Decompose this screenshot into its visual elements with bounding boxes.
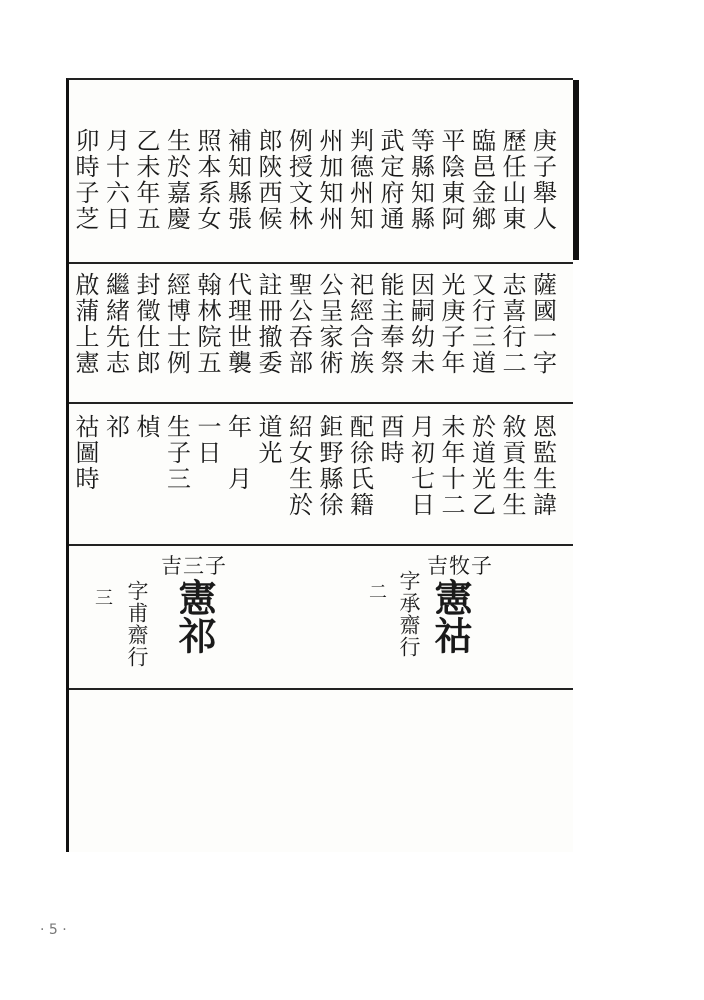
text-column: 生子三 — [162, 414, 191, 492]
text-column: 等縣知縣 — [406, 128, 435, 232]
text-column: 祜圖時 — [71, 414, 99, 492]
text-column: 註冊撤委 — [254, 272, 282, 376]
page-number: · 5 · — [40, 922, 67, 938]
text-column: 配徐氏籍 — [345, 414, 374, 518]
text-column: 生於嘉慶 — [162, 128, 191, 232]
text-column: 平陰東阿 — [437, 128, 465, 232]
text-column: 例授文林 — [284, 128, 313, 232]
text-column: 繼緒先志 — [101, 272, 130, 376]
text-column: 祁 — [101, 414, 130, 440]
text-column: 卯時子芝 — [71, 128, 99, 232]
text-column: 月初七日 — [406, 414, 435, 518]
text-column: 酉時 — [376, 414, 404, 466]
section-divider — [69, 688, 573, 690]
text-column: 代理世襲 — [223, 272, 252, 376]
text-column: 鉅野縣徐 — [315, 414, 343, 518]
text-column: 道光 — [254, 414, 282, 466]
text-column: 恩監生諱 — [528, 414, 557, 518]
son-2-name: 憲祁 — [172, 578, 217, 654]
text-column: 公呈家術 — [315, 272, 343, 376]
text-column: 翰林院五 — [193, 272, 221, 376]
section-divider — [69, 262, 573, 264]
text-column: 照本系女 — [193, 128, 221, 232]
text-column: 庚子舉人 — [528, 128, 557, 232]
text-column: 臨邑金鄉 — [467, 128, 496, 232]
text-column: 紹女生於 — [284, 414, 313, 518]
text-column: 光庚子年 — [437, 272, 465, 376]
text-column: 志喜行二 — [498, 272, 526, 376]
text-column: 又行三道 — [467, 272, 496, 376]
text-column: 郎陝西候 — [254, 128, 282, 232]
text-column: 於道光乙 — [467, 414, 496, 518]
text-column: 補知縣張 — [223, 128, 252, 232]
text-column: 歷任山東 — [498, 128, 526, 232]
section-divider — [69, 544, 573, 546]
text-column: 州加知州 — [315, 128, 343, 232]
text-column: 聖公吞部 — [284, 272, 313, 376]
text-column: 薩國一字 — [528, 272, 557, 376]
son-2-prefix: 吉三子 — [161, 554, 227, 578]
son-2-note: 字甫齋行 — [125, 580, 149, 668]
text-column: 月十六日 — [101, 128, 130, 232]
text-column: 武定府通 — [376, 128, 404, 232]
text-column: 敘貢生生 — [498, 414, 526, 518]
text-column: 乙未年五 — [132, 128, 160, 232]
genealogy-page — [66, 78, 573, 852]
text-column: 祀經合族 — [345, 272, 374, 376]
section-divider — [69, 402, 573, 404]
text-column: 封徵仕郎 — [132, 272, 160, 376]
text-column: 判德州知 — [345, 128, 374, 232]
text-column: 未年十二 — [437, 414, 465, 518]
son-1-prefix: 吉牧子 — [427, 554, 493, 578]
son-1-mark: 二 — [369, 582, 387, 603]
text-column: 因嗣幼未 — [406, 272, 435, 376]
son-1-name: 憲祜 — [428, 578, 473, 654]
text-column: 楨 — [132, 414, 160, 440]
text-column: 一日 — [193, 414, 221, 466]
text-column: 啟蒲上憲 — [71, 272, 99, 376]
text-column: 能主奉祭 — [376, 272, 404, 376]
text-column: 經博士例 — [162, 272, 191, 376]
son-1-note: 字承齋行 — [397, 570, 421, 658]
text-column: 年 月 — [223, 414, 252, 492]
son-2-mark: 三 — [95, 588, 113, 609]
